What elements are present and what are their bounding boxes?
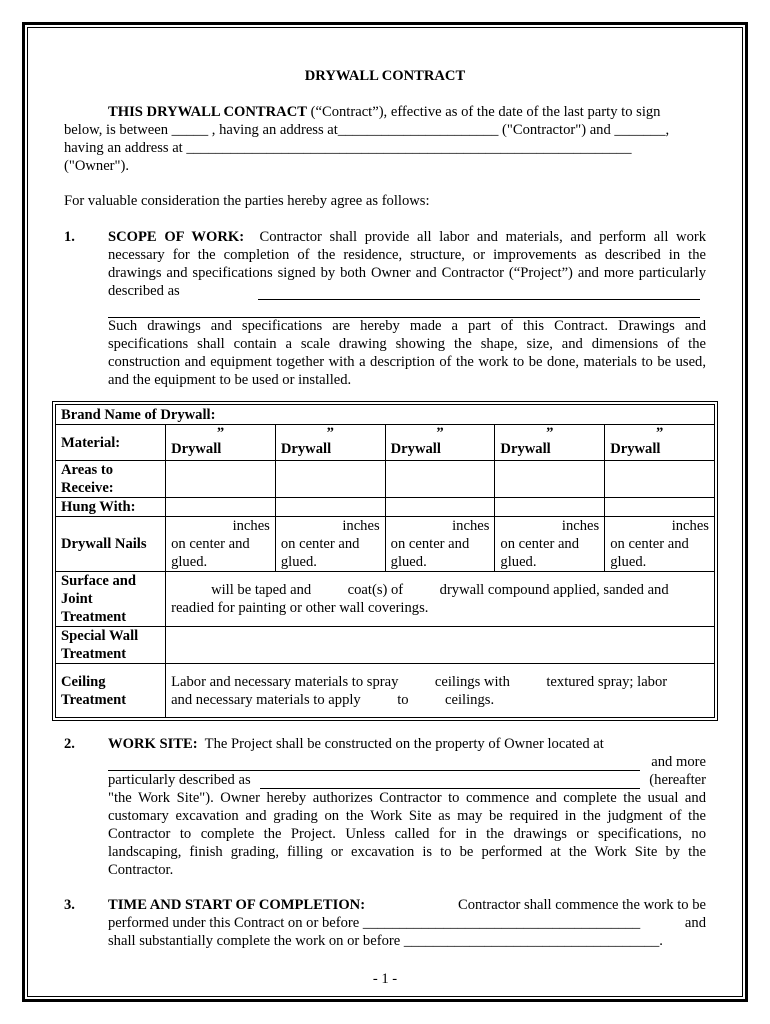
document-title: DRYWALL CONTRACT <box>304 68 466 84</box>
hung-with-cell[interactable] <box>275 498 385 517</box>
work-site-rest: "the Work Site"). Owner hereby authorizes Contractor to commence and complete the usual and customary excavation and grading on the Work Site as may be required in the judgment of the Contractor to complete the Project. Unless called for in the drawings or specifications, no landscaping, finish grading, filling or excavation is to be performed at the Work Site by the Contractor. <box>108 790 706 878</box>
brand-name-label: Brand Name of Drywall: <box>56 405 715 425</box>
intro-lead: THIS DRYWALL CONTRACT <box>108 104 307 120</box>
special-wall-label: Special Wall Treatment <box>56 627 166 664</box>
drywall-nails-label: Drywall Nails <box>56 517 166 572</box>
areas-cell[interactable] <box>495 461 605 498</box>
areas-label: Areas to Receive: <box>56 461 166 498</box>
section-number: 1. <box>64 229 75 245</box>
ceiling-cell[interactable]: Labor and necessary materials to spray ceilings with textured spray; labor and necessary materials to apply to ceilings. <box>166 664 715 718</box>
section-body <box>108 896 706 914</box>
section-heading: TIME AND START OF COMPLETION: <box>108 897 366 913</box>
time-line2-text: performed under this Contract on or before ______________________________________ <box>108 915 641 931</box>
material-cell[interactable]: ” Drywall <box>605 425 715 461</box>
special-wall-cell[interactable] <box>166 627 715 664</box>
hung-with-cell[interactable] <box>495 498 605 517</box>
material-cell[interactable]: ” Drywall <box>275 425 385 461</box>
time-line2-tail: and <box>684 915 706 931</box>
section-heading: SCOPE OF WORK: <box>108 229 245 245</box>
section-number: 2. <box>64 736 75 752</box>
page-number: - 1 - <box>372 971 398 987</box>
intro-line3: having an address at _____________________________________________________________ <box>64 140 632 156</box>
drywall-spec-table <box>55 404 715 718</box>
work-site-line1: The Project shall be constructed on the property of Owner located at <box>204 736 604 752</box>
nails-cell[interactable]: inches on center and glued. <box>275 517 385 572</box>
material-cell[interactable]: ” Drywall <box>166 425 276 461</box>
intro-paragraph <box>64 103 706 175</box>
work-site-blank-1[interactable] <box>108 753 640 771</box>
hung-with-cell[interactable] <box>605 498 715 517</box>
time-line2 <box>108 914 706 932</box>
section-body <box>108 735 706 753</box>
hung-with-cell[interactable] <box>166 498 276 517</box>
material-label: Material: <box>56 425 166 461</box>
scope-text-a: Contractor shall provide all labor and materials, and perform all work necessary for the completion of the residence, structure, or improvements as described in the drawings and specifications signed by both Owner and Contractor (“Project”) and more particularly described as <box>108 229 707 299</box>
areas-cell[interactable] <box>166 461 276 498</box>
hung-with-label: Hung With: <box>56 498 166 517</box>
time-line3: shall substantially complete the work on or before ___________________________________. <box>108 933 663 949</box>
scope-blank-line-1[interactable] <box>258 282 700 300</box>
work-site-line2-tail: and more <box>651 754 706 770</box>
surface-joint-label: Surface and Joint Treatment <box>56 572 166 627</box>
intro-line4: ("Owner"). <box>64 158 129 174</box>
work-site-blank-2[interactable] <box>260 771 640 789</box>
nails-cell[interactable]: inches on center and glued. <box>495 517 605 572</box>
intro-line1: (“Contract”), effective as of the date of the last party to sign <box>306 104 661 120</box>
material-cell[interactable]: ” Drywall <box>495 425 605 461</box>
areas-cell[interactable] <box>385 461 495 498</box>
nails-cell[interactable]: inches on center and glued. <box>605 517 715 572</box>
work-site-line3-tail: (hereafter <box>649 772 706 788</box>
surface-joint-cell[interactable]: will be taped and coat(s) of drywall compound applied, sanded and readied for painting or other wall coverings. <box>166 572 715 627</box>
nails-cell[interactable]: inches on center and glued. <box>166 517 276 572</box>
areas-cell[interactable] <box>605 461 715 498</box>
hung-with-cell[interactable] <box>385 498 495 517</box>
scope-blank-line-2[interactable] <box>108 300 700 318</box>
work-site-line3-head: particularly described as <box>108 772 251 788</box>
section-heading: WORK SITE: <box>108 736 198 752</box>
ceiling-label: Ceiling Treatment <box>56 664 166 718</box>
material-cell[interactable]: ” Drywall <box>385 425 495 461</box>
time-line1-rest: Contractor shall commence the work to be <box>457 897 706 913</box>
consideration-text: For valuable consideration the parties hereby agree as follows: <box>64 193 430 209</box>
nails-cell[interactable]: inches on center and glued. <box>385 517 495 572</box>
areas-cell[interactable] <box>275 461 385 498</box>
intro-line2: below, is between _____ , having an address at______________________ ("Contractor") and _______, <box>64 122 670 138</box>
scope-text-b: Such drawings and specifications are hereby made a part of this Contract. Drawings and specifications shall contain a scale drawing showing the shape, size, and dimensions of the construction and equipment together with a description of the work to be done, materials to be used, and the equipment to be used or installed. <box>108 318 706 388</box>
section-number: 3. <box>64 897 75 913</box>
